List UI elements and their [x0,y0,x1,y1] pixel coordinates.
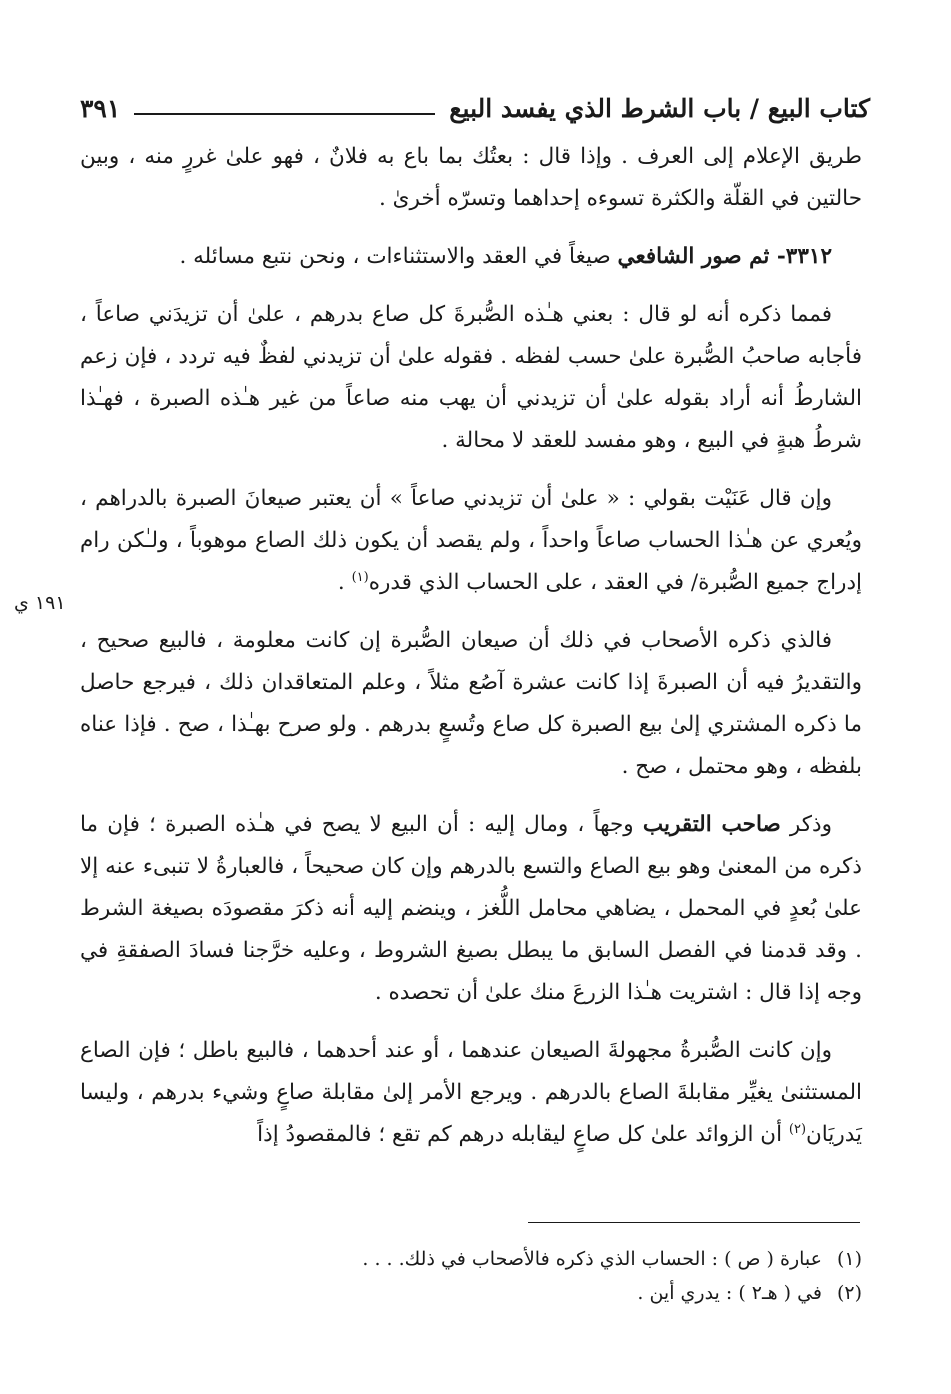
footnote-text: عبارة ( ص ) : الحساب الذي ذكره فالأصحاب في ذلك. . . . [362,1248,822,1270]
paragraph [80,804,862,1014]
text-run: فمما ذكره أنه لو قال : بعني هـٰذه الصُّبرةَ كل صاع بدرهم ، علىٰ أن تزيدَني صاعاً ، فأجابه صاحبُ الصُّبرة علىٰ حسب لفظه . فقوله علىٰ أن تزيدني لفظٌ فيه تردد ، فإن زعم الشارطُ أنه أراد بقوله علىٰ أن تزيدني أن يهب منه صاعاً من غير هـٰذه الصبرة ، فهـٰذا شرطُ هبةٍ في البيع ، وهو مفسد للعقد لا محالة . [80,302,862,453]
paragraph [80,620,862,788]
bold-text: صاحب التقريب [642,812,781,837]
running-header [80,86,870,130]
footnote-number: (١) [836,1248,862,1270]
paragraph [80,294,862,462]
footnote [80,1242,862,1276]
paragraph [80,236,862,278]
footnote-reference: (٢) [788,1121,807,1137]
manuscript-folio-marker: ١٩١ ي [14,592,66,614]
text-run: وجهاً ، ومال إليه : أن البيع لا يصح في هـٰذه الصبرة ؛ فإن ما ذكره من المعنىٰ وهو بيع الصاع والتسع بالدرهم وإن كان صحيحاً ، فالعبارةُ لا تنبىء عنه إلا علىٰ بُعدٍ في المحمل ، يضاهي محامل اللُّغز ، وينضم إليه أنه ذكرَ مقصودَه بصيغة الشرط . وقد قدمنا في الفصل السابق ما يبطل بصيغ الشروط ، وعليه خرَّجنا فسادَ الصفقةِ في وجه إذا قال : اشتريت هـٰذا الزرعَ منك علىٰ أن تحصده . [80,812,862,1005]
footnote-rule [528,1222,860,1223]
text-run: . [337,570,352,595]
footnote-number: (٢) [836,1282,862,1304]
bold-text: ٣٣١٢- ثم صور [694,244,832,269]
footnotes [80,1242,862,1310]
main-text [80,136,862,1172]
paragraph [80,136,862,220]
footnote [80,1276,862,1310]
text-run: صيغاً في العقد والاستثناءات ، ونحن نتبع مسائله . [179,244,618,269]
text-run: وإن قال عَنَيْت بقولي : « علىٰ أن تزيدني صاعاً » أن يعتبر صيعانَ الصبرة بالدراهم ، ويُعري عن هـٰذا الحساب صاعاً واحداً ، ولم يقصد أن يكون ذلك الصاع موهوباً ، ولـٰكن رام إدراج جميع الصُّبرة/ في العقد ، على الحساب الذي قدره [80,486,862,595]
bold-text: الشافعي [617,244,695,269]
text-run: وذكر [780,812,832,837]
text-run: طريق الإعلام إلى العرف . وإذا قال : بعتُك بما باع به فلانٌ ، فهو علىٰ غررٍ منه ، وبين حالتين في القلّة والكثرة تسوءه إحداهما وتسرّه أخرىٰ . [80,144,862,211]
text-run: فالذي ذكره الأصحاب في ذلك أن صيعان الصُّبرة إن كانت معلومة ، فالبيع صحيح ، والتقديرُ فيه أن الصبرةَ إذا كانت عشرة آصُع مثلاً ، وعلم المتعاقدان ذلك ، فيرجع حاصل ما ذكره المشتري إلىٰ بيع الصبرة كل صاع وتُسعٍ بدرهم . ولو صرح بهـٰذا ، صح . فإذا عناه بلفظه ، وهو محتمل ، صح . [80,628,862,779]
page-number: ٣٩١ [80,93,121,123]
paragraph [80,478,862,604]
footnote-text: في ( هـ٢ ) : يدري أين . [637,1282,822,1304]
header-rule [134,113,435,115]
footnote-reference: (١) [351,569,369,585]
text-run: وإن كانت الصُّبرةُ مجهولةَ الصيعان عندهما ، أو عند أحدهما ، فالبيع باطل ؛ فإن الصاع المستثنىٰ يغيِّر مقابلةَ الصاع بالدرهم . ويرجع الأمر إلىٰ مقابلة صاعٍ وشيء بدرهم ، وليسا يَدريَان [80,1038,862,1147]
text-run: أن الزوائد علىٰ كل صاعٍ ليقابله درهم كم تقع ؛ فالمقصودُ إذاً [257,1122,789,1147]
paragraph [80,1030,862,1156]
header-title: كتاب البيع / باب الشرط الذي يفسد البيع [449,93,870,123]
